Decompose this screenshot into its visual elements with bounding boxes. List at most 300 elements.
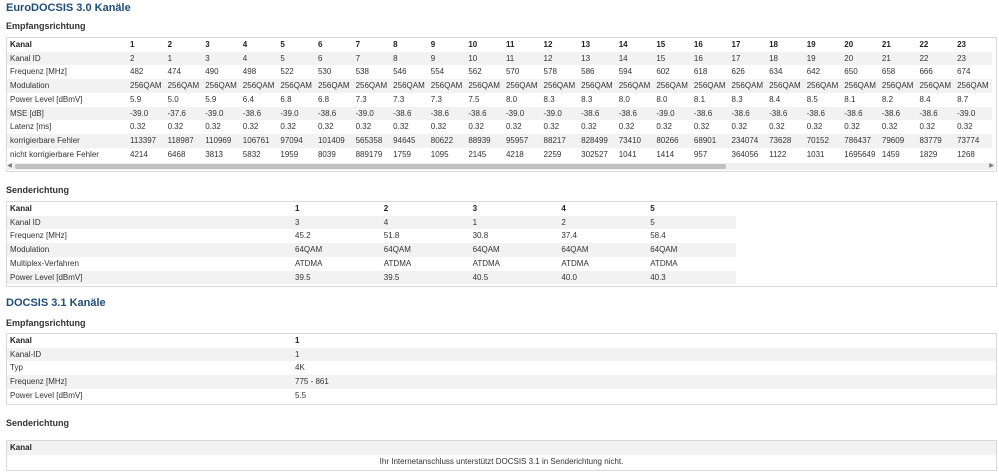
table-cell: 474 (167, 67, 181, 77)
scroll-right-icon[interactable]: ▶ (989, 163, 994, 169)
table-cell: 1122 (769, 149, 787, 159)
table-cell: 88939 (468, 135, 491, 145)
docsis30-upstream-table (6, 201, 997, 287)
table-cell: 634 (769, 67, 783, 77)
column-header: 1 (295, 204, 300, 213)
table-cell: 30.8 (472, 231, 489, 241)
table-cell: -39.0 (280, 108, 299, 118)
column-header: 4 (242, 40, 248, 49)
table-cell: 6468 (167, 149, 186, 159)
table-cell: ATDMA (383, 258, 412, 268)
table-cell: 522 (280, 67, 294, 77)
table-row (7, 229, 736, 243)
table-cell: -38.6 (844, 108, 863, 118)
table-cell: 16 (693, 53, 703, 63)
table-cell: 1031 (806, 149, 825, 159)
table-row (7, 243, 736, 257)
table-cell: 1959 (280, 149, 299, 159)
table-cell: 562 (468, 67, 482, 77)
table-cell: -38.6 (618, 108, 637, 118)
table-cell: 39.5 (383, 272, 400, 282)
table-row (7, 38, 992, 52)
column-header: Kanal (10, 443, 32, 452)
table-cell: 0.32 (317, 122, 334, 132)
table-cell: 256QAM (205, 81, 237, 91)
table-cell: 586 (581, 67, 595, 77)
row-label: Typ (10, 363, 23, 373)
table-cell: 0.32 (656, 122, 672, 132)
table-cell: 775 - 861 (295, 377, 329, 387)
column-header: 8 (393, 40, 398, 49)
row-label: Kanal (10, 336, 32, 345)
table-cell: 8.1 (844, 94, 856, 104)
table-cell: 0.32 (543, 122, 560, 132)
table-cell: 0.32 (731, 122, 748, 132)
row-label: Kanal-ID (10, 349, 42, 359)
table-cell: 0.32 (919, 122, 936, 132)
table-cell: 21 (881, 53, 891, 63)
table-row (7, 389, 996, 403)
row-label: Modulation (10, 245, 50, 255)
table-cell: 10 (468, 53, 478, 63)
docsis30-upstream-grid (7, 202, 736, 284)
column-header: 2 (383, 204, 389, 213)
table-row (7, 348, 996, 362)
table-cell: 786437 (844, 135, 871, 145)
table-cell: 40.3 (650, 272, 666, 282)
docsis30-downstream-title: Empfangsrichtung (6, 21, 86, 31)
table-cell: 8.5 (806, 94, 818, 104)
table-cell: 23 (957, 53, 966, 63)
table-cell: 1 (295, 349, 300, 359)
table-cell: 95957 (505, 135, 529, 145)
table-cell: 828499 (581, 135, 608, 145)
table-cell: 256QAM (919, 81, 952, 91)
column-header: 19 (806, 40, 816, 49)
table-cell: 0.32 (581, 122, 597, 132)
column-header: 17 (731, 40, 741, 49)
table-cell: 256QAM (543, 81, 576, 91)
column-header: 9 (430, 40, 436, 49)
row-label: Kanal ID (10, 53, 41, 63)
table-cell: 8.1 (693, 94, 706, 104)
table-cell: 4 (242, 53, 248, 63)
table-cell: 79609 (881, 135, 905, 145)
table-cell: 73774 (957, 135, 980, 145)
table-cell: 1 (472, 217, 478, 227)
table-cell: 256QAM (167, 81, 200, 91)
table-row (7, 52, 992, 66)
table-cell: 5 (280, 53, 285, 63)
table-cell: 256QAM (393, 81, 425, 91)
table-cell: 5.9 (130, 94, 142, 104)
table-cell: 1268 (957, 149, 975, 159)
table-cell: 40.0 (561, 272, 577, 282)
table-cell: 554 (430, 67, 445, 77)
table-cell: 7.3 (355, 94, 367, 104)
table-cell: 234074 (731, 135, 759, 145)
table-cell: 364056 (731, 149, 759, 159)
table-cell: 97094 (280, 135, 303, 145)
table-cell: 256QAM (806, 81, 839, 91)
table-cell: 5.5 (295, 390, 307, 400)
table-cell: 45.2 (295, 231, 311, 241)
table-cell: 1759 (393, 149, 411, 159)
table-cell: 8 (393, 53, 398, 63)
table-cell: 8039 (317, 149, 336, 159)
table-cell: 0.32 (355, 122, 372, 132)
table-cell: 11 (505, 53, 515, 63)
table-cell: 6.8 (280, 94, 292, 104)
table-cell: 5832 (242, 149, 261, 159)
table-cell: -39.0 (205, 108, 224, 118)
column-header: 3 (205, 40, 210, 49)
table-cell: 20 (844, 53, 854, 63)
table-cell: -38.6 (881, 108, 901, 118)
table-cell: 256QAM (581, 81, 613, 91)
table-row (7, 202, 736, 216)
table-cell: 256QAM (693, 81, 726, 91)
table-cell: 4 (383, 217, 389, 227)
table-cell: 8.4 (769, 94, 781, 104)
table-cell: 8.0 (505, 94, 518, 104)
table-cell: 88217 (543, 135, 566, 145)
table-row (7, 216, 736, 230)
table-cell: 6.4 (242, 94, 254, 104)
table-cell: 4K (295, 363, 305, 373)
row-label: korrigierbare Fehler (10, 135, 80, 145)
table-cell: 2145 (468, 149, 487, 159)
table-cell: 256QAM (468, 81, 500, 91)
table-row (7, 441, 996, 455)
table-cell: 19 (806, 53, 816, 63)
table-cell: 546 (393, 67, 407, 77)
table-cell: 594 (618, 67, 633, 77)
row-label: Frequenz [MHz] (10, 377, 67, 387)
table-cell: -38.6 (731, 108, 750, 118)
row-label: Frequenz [MHz] (10, 231, 67, 241)
table-cell: -38.6 (806, 108, 825, 118)
table-cell: 256QAM (957, 81, 989, 91)
column-header: 23 (957, 40, 966, 49)
table-cell: 39.5 (295, 272, 311, 282)
table-cell: 1 (167, 53, 173, 63)
row-label: Multiplex-Verfahren (10, 258, 79, 268)
table-cell: 889179 (355, 149, 383, 159)
row-label: Power Level [dBmV] (10, 390, 83, 400)
table-cell: 3 (205, 53, 210, 63)
table-cell: 0.32 (618, 122, 635, 132)
unsupported-notice: Ihr Internetanschluss unterstützt DOCSIS 3.1 in Senderichtung nicht. (379, 457, 624, 466)
table-cell: 0.32 (769, 122, 785, 132)
table-cell: -37.6 (167, 108, 186, 118)
table-cell: 8.3 (543, 94, 555, 104)
column-header: 11 (505, 40, 515, 49)
table-cell: -38.6 (769, 108, 788, 118)
table-cell: 498 (242, 67, 257, 77)
column-header: 1 (130, 40, 135, 49)
table-cell: ATDMA (561, 258, 589, 268)
column-header: 16 (693, 40, 703, 49)
table-cell: -38.6 (919, 108, 938, 118)
table-cell: 94645 (393, 135, 416, 145)
scrollbar-thumb[interactable] (15, 164, 726, 169)
docsis31-upstream-title: Senderichtung (6, 418, 70, 428)
table-cell: ATDMA (472, 258, 500, 268)
row-label: Power Level [dBmV] (10, 94, 83, 104)
table-cell: 0.32 (393, 122, 409, 132)
table-cell: 1041 (618, 149, 637, 159)
table-cell: 482 (130, 67, 144, 77)
table-cell: 0.32 (130, 122, 146, 132)
table-row (7, 375, 996, 389)
table-cell: 6.8 (317, 94, 330, 104)
column-header: 22 (919, 40, 929, 49)
row-label: Kanal ID (10, 217, 41, 227)
table-cell: 256QAM (881, 81, 914, 91)
table-cell: 0.32 (430, 122, 447, 132)
docsis31-upstream-table (6, 440, 997, 471)
table-row (7, 148, 992, 162)
column-header: 10 (468, 40, 478, 49)
table-cell: 4218 (505, 149, 524, 159)
table-cell: 40.5 (472, 272, 489, 282)
table-cell: 626 (731, 67, 745, 77)
table-cell: -38.6 (693, 108, 713, 118)
table-cell: -38.6 (581, 108, 600, 118)
table-cell: 2259 (543, 149, 562, 159)
table-cell: 12 (543, 53, 553, 63)
row-label: Kanal (10, 204, 32, 213)
table-cell: 15 (656, 53, 666, 63)
table-row (7, 107, 992, 121)
table-cell: -38.6 (393, 108, 412, 118)
table-cell: 0.32 (505, 122, 522, 132)
table-cell: 1829 (919, 149, 938, 159)
row-label: MSE [dB] (10, 108, 44, 118)
table-cell: 8.3 (581, 94, 593, 104)
row-label: Modulation (10, 81, 50, 91)
table-cell: 7.3 (393, 94, 405, 104)
table-cell: 110969 (205, 135, 232, 145)
table-cell: 0.32 (844, 122, 860, 132)
table-cell: -39.0 (355, 108, 374, 118)
scroll-left-icon[interactable]: ◀ (7, 163, 12, 169)
docsis31-downstream-grid (7, 334, 996, 403)
table-cell: 650 (844, 67, 858, 77)
table-cell: 8.7 (957, 94, 969, 104)
docsis31-title: DOCSIS 3.1 Kanäle (6, 297, 106, 309)
table-cell: 5 (650, 217, 655, 227)
table-cell: 256QAM (317, 81, 350, 91)
table-cell: 530 (317, 67, 332, 77)
table-cell: 1695649 (844, 149, 876, 159)
column-header: 4 (561, 204, 566, 213)
table-cell: 70152 (806, 135, 829, 145)
table-cell: 0.32 (468, 122, 484, 132)
table-row (7, 120, 992, 134)
table-cell: 1414 (656, 149, 675, 159)
table-cell: 83779 (919, 135, 942, 145)
row-label: Kanal (10, 40, 32, 49)
table-row (7, 65, 992, 79)
docsis31-downstream-title: Empfangsrichtung (6, 318, 86, 328)
table-cell: 642 (806, 67, 821, 77)
column-header: 21 (881, 40, 891, 49)
row-label: Power Level [dBmV] (10, 272, 83, 282)
column-header: 5 (280, 40, 285, 49)
table-cell: 118987 (167, 135, 194, 145)
table-cell: -39.0 (130, 108, 149, 118)
table-cell: 3813 (205, 149, 223, 159)
table-cell: 17 (731, 53, 741, 63)
table-cell: 666 (919, 67, 933, 77)
table-cell: 7.5 (468, 94, 480, 104)
table-cell: 565358 (355, 135, 383, 145)
table-cell: 256QAM (355, 81, 388, 91)
column-header: 2 (167, 40, 173, 49)
table-cell: 3 (295, 217, 300, 227)
column-header: 7 (355, 40, 361, 49)
docsis30-title: EuroDOCSIS 3.0 Kanäle (6, 2, 131, 14)
table-row (7, 257, 736, 271)
table-cell: 674 (957, 67, 971, 77)
column-header: 13 (581, 40, 591, 49)
column-header: 1 (295, 336, 300, 345)
table-cell: 2 (130, 53, 135, 63)
table-cell: 538 (355, 67, 369, 77)
table-cell: 256QAM (505, 81, 538, 91)
table-cell: 64QAM (472, 245, 500, 255)
table-cell: 0.32 (881, 122, 898, 132)
row-label: Latenz [ms] (10, 122, 52, 132)
table-cell: 8.0 (656, 94, 668, 104)
table-cell: 13 (581, 53, 591, 63)
table-cell: 256QAM (769, 81, 801, 91)
table-cell: 0.32 (957, 122, 973, 132)
table-cell: 0.32 (167, 122, 184, 132)
table-cell: 602 (656, 67, 670, 77)
table-cell: 0.32 (205, 122, 221, 132)
table-cell: 0.32 (806, 122, 823, 132)
column-header: 5 (650, 204, 655, 213)
column-header: 6 (317, 40, 323, 49)
table-cell: 578 (543, 67, 557, 77)
table-cell: 80266 (656, 135, 679, 145)
table-cell: 9 (430, 53, 436, 63)
docsis30-upstream-title: Senderichtung (6, 185, 70, 195)
table-row (7, 79, 992, 93)
table-cell: -38.6 (430, 108, 449, 118)
table-cell: 256QAM (242, 81, 275, 91)
table-cell: 1459 (881, 149, 900, 159)
column-header: 20 (844, 40, 854, 49)
table-cell: 101409 (317, 135, 345, 145)
table-cell: 256QAM (656, 81, 688, 91)
table-cell: 957 (693, 149, 708, 159)
table-cell: 64QAM (295, 245, 323, 255)
table-cell: 58.4 (650, 231, 666, 241)
table-cell: 8.4 (919, 94, 931, 104)
docsis31-downstream-table (6, 333, 997, 405)
table-row (7, 334, 996, 348)
column-header: 14 (618, 40, 628, 49)
horizontal-scrollbar[interactable] (6, 163, 995, 170)
table-cell: -39.0 (505, 108, 525, 118)
table-cell: 7.3 (430, 94, 442, 104)
table-cell: 73628 (769, 135, 792, 145)
table-cell: 64QAM (561, 245, 589, 255)
table-cell: -39.0 (656, 108, 675, 118)
table-cell: ATDMA (650, 258, 678, 268)
column-header: 18 (769, 40, 779, 49)
column-header: 12 (543, 40, 553, 49)
table-cell: 8.2 (881, 94, 894, 104)
table-cell: 80622 (430, 135, 454, 145)
docsis31-upstream-grid (7, 441, 996, 455)
table-cell: 64QAM (650, 245, 678, 255)
table-row (7, 93, 992, 107)
table-cell: 0.32 (693, 122, 710, 132)
table-cell: 256QAM (618, 81, 651, 91)
table-row (7, 361, 996, 375)
table-cell: -39.0 (543, 108, 562, 118)
table-cell: 51.8 (383, 231, 400, 241)
table-cell: -38.6 (242, 108, 262, 118)
table-cell: 570 (505, 67, 520, 77)
table-row (7, 134, 992, 148)
table-cell: ATDMA (295, 258, 323, 268)
table-cell: 37.4 (561, 231, 577, 241)
table-cell: 113397 (130, 135, 157, 145)
row-label: Frequenz [MHz] (10, 67, 67, 77)
table-cell: -38.6 (468, 108, 487, 118)
table-cell: 64QAM (383, 245, 411, 255)
table-cell: 256QAM (731, 81, 764, 91)
table-cell: 256QAM (844, 81, 876, 91)
table-cell: 2 (561, 217, 566, 227)
table-cell: 6 (317, 53, 323, 63)
docsis30-downstream-table[interactable] (6, 37, 997, 172)
table-cell: 14 (618, 53, 628, 63)
table-cell: 5.0 (167, 94, 179, 104)
table-cell: 8.3 (731, 94, 743, 104)
table-cell: 0.32 (280, 122, 296, 132)
table-cell: 618 (693, 67, 708, 77)
table-cell: 1095 (430, 149, 449, 159)
table-cell: 68901 (693, 135, 717, 145)
table-cell: 5.9 (205, 94, 217, 104)
table-cell: 22 (919, 53, 929, 63)
column-header: 3 (472, 204, 478, 213)
table-cell: 256QAM (280, 81, 312, 91)
column-header: 15 (656, 40, 666, 49)
table-cell: 106761 (242, 135, 270, 145)
docsis30-downstream-grid (7, 38, 992, 161)
table-cell: 18 (769, 53, 779, 63)
table-cell: 73410 (618, 135, 641, 145)
table-cell: 658 (881, 67, 896, 77)
table-cell: 256QAM (430, 81, 463, 91)
table-cell: 490 (205, 67, 219, 77)
row-label: nicht korrigierbare Fehler (10, 149, 99, 159)
table-cell: -39.0 (957, 108, 976, 118)
table-cell: 8.0 (618, 94, 630, 104)
table-row (7, 271, 736, 285)
table-cell: 0.32 (242, 122, 259, 132)
table-cell: 256QAM (130, 81, 162, 91)
table-cell: 4214 (130, 149, 148, 159)
